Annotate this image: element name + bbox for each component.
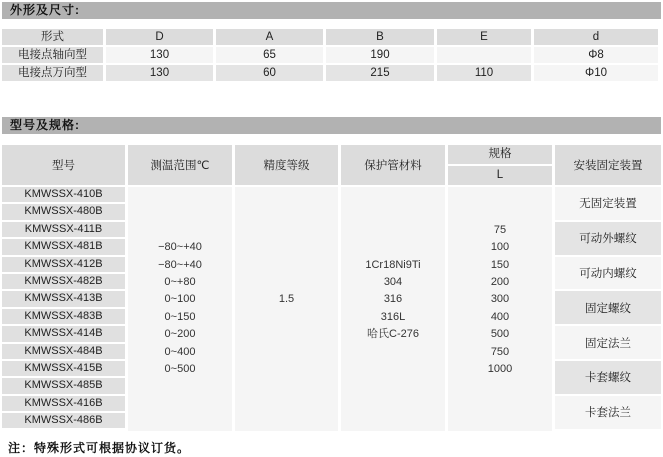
model-cell: KMWSSX-486B bbox=[2, 413, 125, 428]
material-value: 316 bbox=[383, 293, 403, 306]
dim-cell-A: 60 bbox=[216, 65, 323, 81]
range-value bbox=[128, 413, 232, 430]
accuracy-value bbox=[235, 239, 338, 256]
accuracy-value bbox=[235, 274, 338, 291]
material-value bbox=[341, 396, 445, 413]
material-value bbox=[341, 239, 445, 256]
range-value bbox=[128, 204, 232, 221]
dim-cell-A: 65 bbox=[216, 47, 323, 63]
range-value bbox=[128, 396, 232, 413]
mount-column bbox=[555, 187, 661, 431]
dim-cell-d: Φ8 bbox=[534, 47, 658, 63]
spec-header-row bbox=[2, 145, 661, 185]
accuracy-value bbox=[235, 396, 338, 413]
spec-header-accuracy: 精度等级 bbox=[235, 145, 338, 185]
material-value: 哈氏C-276 bbox=[367, 328, 419, 341]
mount-cell: 固定螺纹 bbox=[555, 291, 661, 324]
model-cell: KMWSSX-410B bbox=[2, 187, 125, 202]
length-value bbox=[448, 187, 552, 204]
accuracy-value bbox=[235, 204, 338, 221]
dim-row-label: 电接点万向型 bbox=[2, 65, 103, 81]
dim-header-d: d bbox=[534, 29, 658, 45]
dim-cell-B: 190 bbox=[326, 47, 434, 63]
model-cell: KMWSSX-411B bbox=[2, 222, 125, 237]
dim-cell-E: 110 bbox=[437, 65, 531, 81]
accuracy-value bbox=[235, 326, 338, 343]
accuracy-value: 1.5 bbox=[278, 293, 295, 306]
material-value bbox=[341, 413, 445, 430]
mount-cell: 固定法兰 bbox=[555, 326, 661, 359]
mount-cell: 卡套螺纹 bbox=[555, 361, 661, 394]
range-value: −80~+40 bbox=[158, 258, 202, 271]
accuracy-value bbox=[235, 361, 338, 378]
length-value: 400 bbox=[490, 310, 510, 323]
dimensions-row-axial bbox=[2, 47, 661, 63]
mount-cell: 卡套法兰 bbox=[555, 396, 661, 429]
model-cell: KMWSSX-413B bbox=[2, 291, 125, 306]
material-value bbox=[341, 344, 445, 361]
range-value: 0~500 bbox=[164, 362, 196, 375]
accuracy-column bbox=[235, 187, 338, 431]
range-value: 0~150 bbox=[164, 310, 196, 323]
dim-header-D: D bbox=[106, 29, 213, 45]
range-value bbox=[128, 222, 232, 239]
material-value bbox=[341, 222, 445, 239]
model-column bbox=[2, 187, 125, 431]
material-column bbox=[341, 187, 445, 431]
spec-header-mount: 安装固定装置 bbox=[555, 145, 661, 185]
model-cell: KMWSSX-481B bbox=[2, 239, 125, 254]
spec-header-spec-group bbox=[448, 145, 552, 185]
model-cell: KMWSSX-480B bbox=[2, 204, 125, 219]
spec-table bbox=[2, 145, 661, 431]
length-column bbox=[448, 187, 552, 431]
dim-cell-E bbox=[437, 47, 531, 63]
dimensions-section-title: 外形及尺寸: bbox=[2, 2, 661, 19]
model-cell: KMWSSX-482B bbox=[2, 274, 125, 289]
range-value: 0~200 bbox=[164, 328, 196, 341]
material-value bbox=[341, 187, 445, 204]
length-value bbox=[448, 413, 552, 430]
mount-cell: 无固定装置 bbox=[555, 187, 661, 220]
model-cell: KMWSSX-484B bbox=[2, 344, 125, 359]
spec-header-material: 保护管材料 bbox=[341, 145, 445, 185]
dim-header-E: E bbox=[437, 29, 531, 45]
model-cell: KMWSSX-416B bbox=[2, 396, 125, 411]
length-value: 75 bbox=[493, 223, 507, 236]
model-cell: KMWSSX-414B bbox=[2, 326, 125, 341]
accuracy-value bbox=[235, 222, 338, 239]
dim-cell-D: 130 bbox=[106, 47, 213, 63]
accuracy-value bbox=[235, 378, 338, 395]
spec-header-L: L bbox=[448, 166, 552, 185]
material-value: 304 bbox=[383, 275, 403, 288]
accuracy-value bbox=[235, 344, 338, 361]
spec-header-range: 测温范围℃ bbox=[128, 145, 232, 185]
footer-note: 注：特殊形式可根据协议订货。 bbox=[8, 441, 191, 455]
length-value: 500 bbox=[490, 328, 510, 341]
mount-cell: 可动内螺纹 bbox=[555, 257, 661, 290]
material-value bbox=[341, 378, 445, 395]
length-value: 750 bbox=[490, 345, 510, 358]
range-value: −80~+40 bbox=[158, 241, 202, 254]
dim-cell-d: Φ10 bbox=[534, 65, 658, 81]
length-value: 100 bbox=[490, 241, 510, 254]
spec-table-body bbox=[2, 187, 661, 431]
material-value bbox=[341, 361, 445, 378]
length-value: 1000 bbox=[487, 362, 513, 375]
spec-header-spec: 规格 bbox=[448, 145, 552, 164]
range-value: 0~100 bbox=[164, 293, 196, 306]
length-value bbox=[448, 396, 552, 413]
models-section-title: 型号及规格: bbox=[2, 117, 661, 134]
length-value: 300 bbox=[490, 293, 510, 306]
accuracy-value bbox=[235, 187, 338, 204]
spec-header-model: 型号 bbox=[2, 145, 125, 185]
range-value: 0~+80 bbox=[164, 275, 196, 288]
dim-cell-B: 215 bbox=[326, 65, 434, 81]
length-value bbox=[448, 204, 552, 221]
length-value: 150 bbox=[490, 258, 510, 271]
model-cell: KMWSSX-483B bbox=[2, 309, 125, 324]
length-value: 200 bbox=[490, 275, 510, 288]
material-value: 1Cr18Ni9Ti bbox=[365, 258, 421, 271]
dimensions-table bbox=[2, 29, 661, 83]
range-value: 0~400 bbox=[164, 345, 196, 358]
dimensions-row-universal bbox=[2, 65, 661, 81]
model-cell: KMWSSX-415B bbox=[2, 361, 125, 376]
model-cell: KMWSSX-485B bbox=[2, 378, 125, 393]
mount-cell: 可动外螺纹 bbox=[555, 222, 661, 255]
material-value: 316L bbox=[380, 310, 406, 323]
dim-header-A: A bbox=[216, 29, 323, 45]
material-value bbox=[341, 204, 445, 221]
accuracy-value bbox=[235, 257, 338, 274]
dim-row-label: 电接点轴向型 bbox=[2, 47, 103, 63]
dimensions-header-row bbox=[2, 29, 661, 45]
range-value bbox=[128, 187, 232, 204]
dim-header-form: 形式 bbox=[2, 29, 103, 45]
accuracy-value bbox=[235, 309, 338, 326]
range-column bbox=[128, 187, 232, 431]
accuracy-value bbox=[235, 413, 338, 430]
dim-cell-D: 130 bbox=[106, 65, 213, 81]
length-value bbox=[448, 378, 552, 395]
dim-header-B: B bbox=[326, 29, 434, 45]
model-cell: KMWSSX-412B bbox=[2, 257, 125, 272]
range-value bbox=[128, 378, 232, 395]
